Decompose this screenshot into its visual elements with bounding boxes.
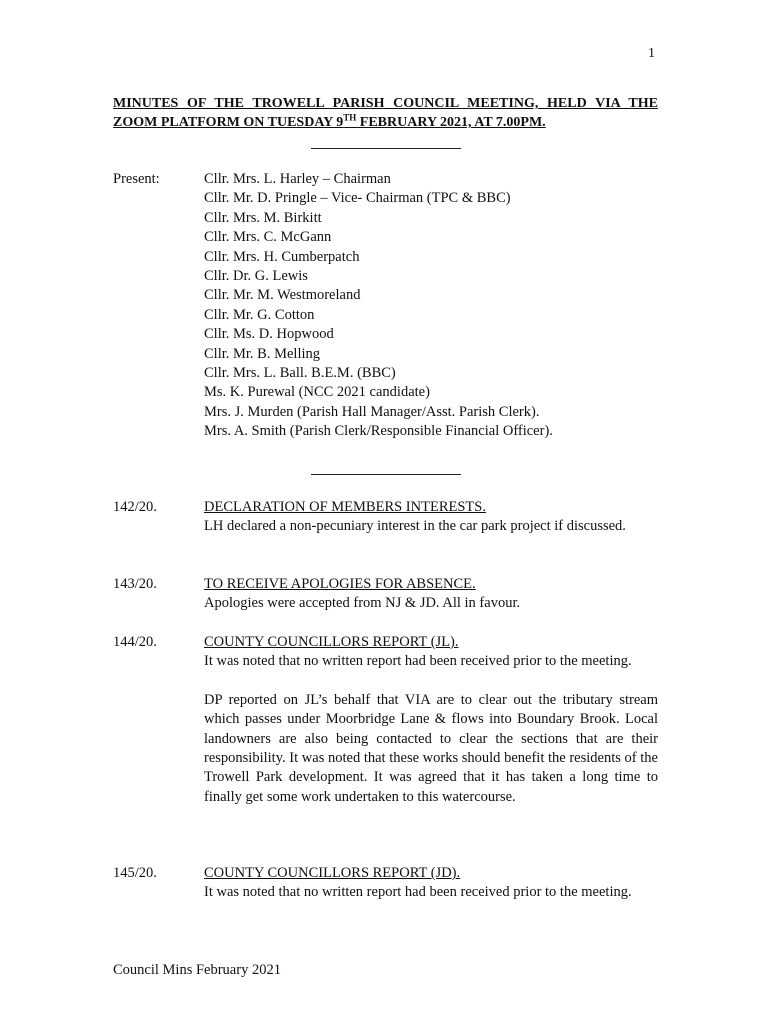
item-heading: TO RECEIVE APOLOGIES FOR ABSENCE. <box>204 576 476 592</box>
present-label: Present: <box>113 171 160 187</box>
item-paragraph: DP reported on JL’s behalf that VIA are to clear out the tributary stream which passes under Moorbridge Lane & flows into Boundary Brook. Local landowners are also being contacted to clear the sections that are their responsibility. It was noted that these works should benefit the residents of the Trowell Park development. It was agreed that it has taken a long time to finally get some work undertaken to this watercourse. <box>204 691 658 805</box>
attendee: Cllr. Mrs. C. McGann <box>204 229 332 246</box>
item-heading: DECLARATION OF MEMBERS INTERESTS. <box>204 499 486 515</box>
page-number: 1 <box>648 46 655 61</box>
separator-line <box>311 474 461 475</box>
attendee: Mrs. A. Smith (Parish Clerk/Responsible Financial Officer). <box>204 423 553 440</box>
title-text: MINUTES OF THE TROWELL PARISH COUNCIL MEETING, HELD VIA THE ZOOM PLATFORM ON TUESDAY 9 <box>113 96 658 130</box>
item-heading: COUNTY COUNCILLORS REPORT (JD). <box>204 865 461 881</box>
attendee: Cllr. Mr. M. Westmoreland <box>204 287 361 304</box>
item-number: 145/20. <box>113 865 157 881</box>
item-heading: COUNTY COUNCILLORS REPORT (JL). <box>204 634 459 650</box>
item-number: 142/20. <box>113 499 157 515</box>
minutes-title <box>113 94 658 132</box>
attendee: Cllr. Mrs. L. Ball. B.E.M. (BBC) <box>204 365 396 382</box>
attendee: Cllr. Mrs. L. Harley – Chairman <box>204 171 391 187</box>
attendee: Cllr. Ms. D. Hopwood <box>204 326 334 343</box>
title-text-end: FEBRUARY 2021, AT 7.00PM. <box>356 115 546 130</box>
attendee: Cllr. Mrs. M. Birkitt <box>204 209 322 226</box>
item-paragraph: It was noted that no written report had been received prior to the meeting. <box>204 884 632 901</box>
agenda-item <box>113 864 658 903</box>
attendee: Mrs. J. Murden (Parish Hall Manager/Asst. Parish Clerk). <box>204 403 540 420</box>
item-paragraph: LH declared a non-pecuniary interest in the car park project if discussed. <box>204 518 626 535</box>
item-number: 143/20. <box>113 576 157 592</box>
page-footer: Council Mins February 2021 <box>113 962 281 978</box>
agenda-item <box>113 575 658 614</box>
separator-line <box>311 148 461 149</box>
agenda-item <box>113 498 658 537</box>
attendee: Ms. K. Purewal (NCC 2021 candidate) <box>204 384 430 401</box>
attendee: Cllr. Mr. G. Cotton <box>204 306 315 323</box>
attendee-list <box>204 170 553 442</box>
attendee: Cllr. Mrs. H. Cumberpatch <box>204 248 360 265</box>
attendee: Cllr. Mr. D. Pringle – Vice- Chairman (TPC & BBC) <box>204 190 511 207</box>
attendee: Cllr. Mr. B. Melling <box>204 345 321 362</box>
title-ordinal-suffix: TH <box>343 112 357 123</box>
attendee: Cllr. Dr. G. Lewis <box>204 268 308 285</box>
agenda-item <box>113 633 658 807</box>
item-number: 144/20. <box>113 634 157 650</box>
item-paragraph: Apologies were accepted from NJ & JD. All in favour. <box>204 595 521 612</box>
item-paragraph: It was noted that no written report had been received prior to the meeting. <box>204 653 632 670</box>
